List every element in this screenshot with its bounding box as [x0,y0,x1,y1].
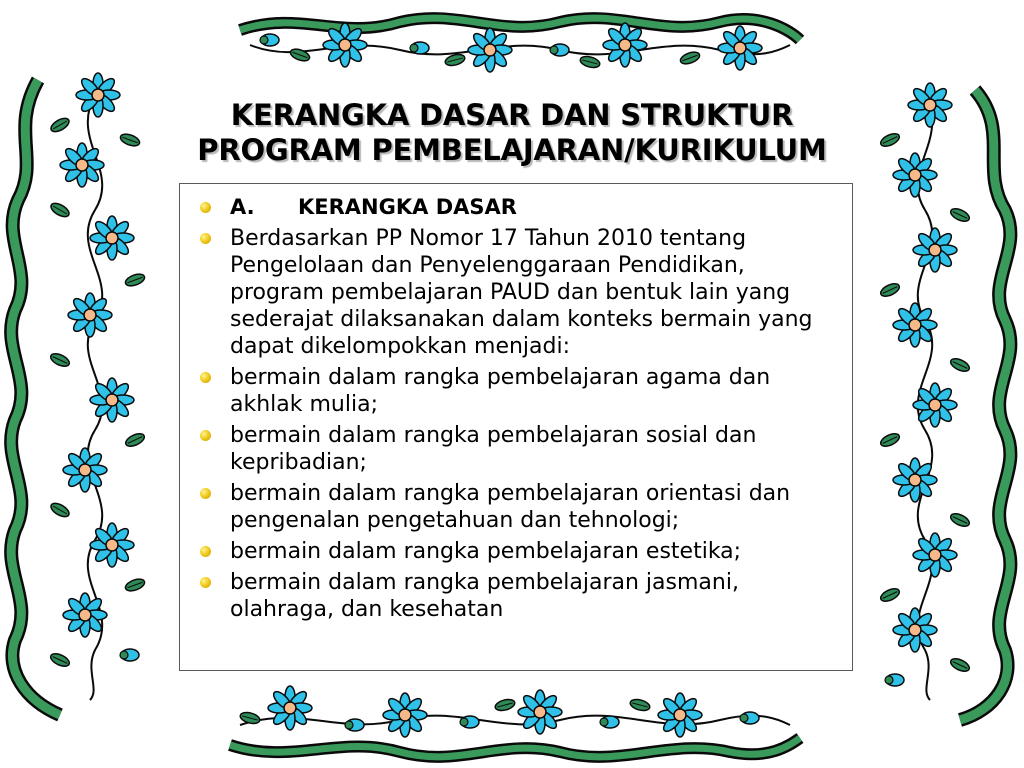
bullet-icon [200,202,211,213]
list-item [198,422,838,476]
list-item-text: bermain dalam rangka pembelajaran estetika; [230,539,742,564]
content-box [179,183,853,671]
list-item [198,480,838,534]
title-line-2: PROGRAM PEMBELAJARAN/KURIKULUM [197,133,827,167]
bullet-icon [200,577,211,588]
bullet-icon [200,430,211,441]
section-heading [198,194,838,221]
bullet-icon [200,233,211,244]
bottom-flowers [239,686,759,737]
list-item-text: bermain dalam rangka pembelajaran agama dan akhlak mulia; [230,365,771,417]
bullet-list [180,184,852,623]
intro-text: Berdasarkan PP Nomor 17 Tahun 2010 tentang Pengelolaan dan Penyelenggaraan Pendidikan, program pembelajaran PAUD dan bentuk lain yang sederajat dilaksanakan dalam konteks bermain yang dapat dikelompokkan menjadi: [230,226,813,359]
list-item [198,364,838,418]
section-letter: A. [230,195,255,219]
list-item-text: bermain dalam rangka pembelajaran jasmani, olahraga, dan kesehatan [230,570,739,622]
bullet-icon [200,488,211,499]
list-item-text: bermain dalam rangka pembelajaran sosial dan kepribadian; [230,423,757,475]
slide-title [150,98,874,168]
bullet-icon [200,546,211,557]
section-heading-text: KERANGKA DASAR [298,195,517,219]
title-line-1: KERANGKA DASAR DAN STRUKTUR [230,98,794,132]
list-item-intro [198,225,838,360]
bullet-icon [200,372,211,383]
list-item-text: bermain dalam rangka pembelajaran orientasi dan pengenalan pengetahuan dan tehnologi; [230,481,791,533]
list-item [198,569,838,623]
left-flowers [49,73,146,669]
list-item [198,538,838,565]
